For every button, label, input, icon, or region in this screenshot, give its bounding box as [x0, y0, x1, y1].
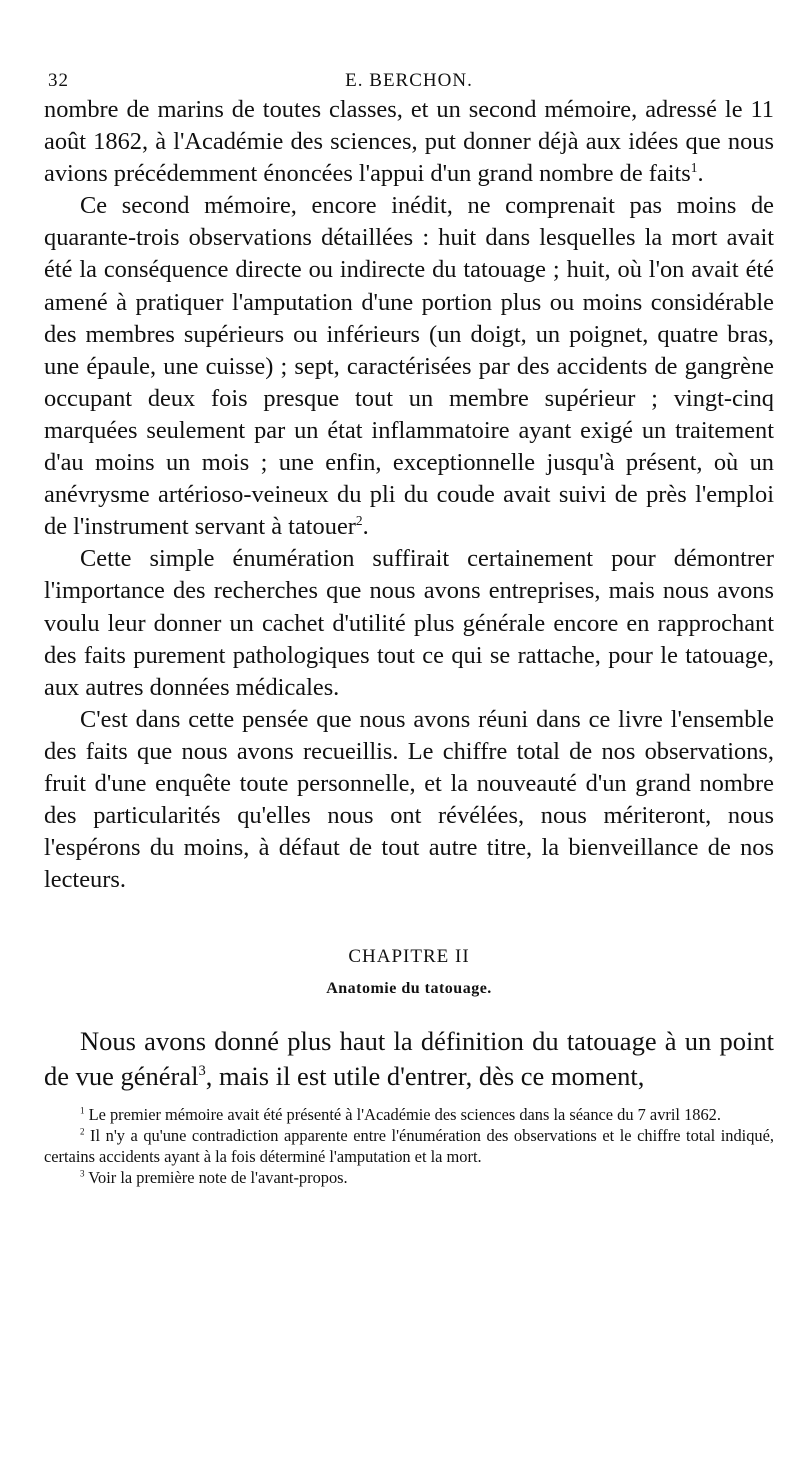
footnote-mark: 2 [80, 1126, 85, 1137]
running-header [44, 58, 774, 94]
chapter-paragraph: Nous avons donné plus haut la définition du tatouage à un point de vue général$^3$, mais il est utile d'entrer, dès ce moment, [44, 1026, 774, 1092]
footnote-ref-3: 3 [198, 1063, 206, 1080]
book-page [44, 58, 774, 1188]
main-text [44, 94, 774, 1094]
paragraph-3: Cette simple énumération suffirait certainement pour démontrer l'importance des recherches que nous avons entreprises, mais nous avons voulu leur donner un cachet d'utilité plus générale encore en rapprochant des faits purement pathologiques tout ce qui se rattache, pour le tatouage, aux autres données médicales. [44, 545, 774, 701]
running-title: E. BERCHON. [345, 70, 473, 91]
footnote-1: $^1$ Le premier mémoire avait été présenté à l'Académie des sciences dans la séance du 7 avril 1862. [80, 1105, 721, 1125]
footnote-3: $^3$ Voir la première note de l'avant-propos. [80, 1168, 348, 1188]
page-number: 32 [48, 70, 69, 91]
paragraph-4: C'est dans cette pensée que nous avons réuni dans ce livre l'ensemble des faits que nous avons recueillis. Le chiffre total de nos observations, fruit d'une enquête toute personnelle, et la nouveauté d'un grand nombre des particularités qu'elles nous ont révélées, nous mériteront, nous l'espérons du moins, à défaut de tout autre titre, la bienveillance de nos lecteurs. [44, 705, 774, 894]
footnote-ref-2: 2 [355, 513, 363, 529]
footnote-ref-1: 1 [690, 160, 698, 176]
paragraph-2: Ce second mémoire, encore inédit, ne comprenait pas moins de quarante-trois observations détaillées : huit dans lesquelles la mort avait été la conséquence directe ou indirecte du tatouage ; huit, où l'on avait été amené à pratiquer l'amputation d'une portion plus ou moins considérable des membres supérieurs ou inférieurs (un doigt, un poignet, quatre bras, une épaule, une cuisse) ; sept, caractérisées par des accidents de gangrène occupant deux fois presque tout un membre supérieur ; vingt-cinq marquées seulement par un état inflammatoire ayant exigé un traitement d'au moins un mois ; une enfin, exceptionnelle jusqu'à présent, où un anévrysme artérioso-veineux du pli du coude avait suivi de près l'emploi de l'instrument servant à tatouer$^2$. [44, 192, 774, 541]
paragraph-1: nombre de marins de toutes classes, et un second mémoire, adressé le 11 août 1862, à l'Académie des sciences, put donner déjà aux idées que nous avions précédemment énoncées l'appui d'un grand nombre de faits$^1$. [44, 96, 774, 188]
footnote-mark: 3 [80, 1168, 85, 1179]
footnote-mark: 1 [80, 1105, 85, 1116]
footnote-2: $^2$ Il n'y a qu'une contradiction apparente entre l'énumération des observations et le chiffre total indiqué, certains accidents ayant à la fois déterminé l'amputation et la mort. [44, 1126, 774, 1167]
footnotes [44, 1104, 774, 1188]
chapter-subtitle: Anatomie du tatouage. [326, 980, 492, 998]
chapter-heading: CHAPITRE II [348, 946, 470, 968]
